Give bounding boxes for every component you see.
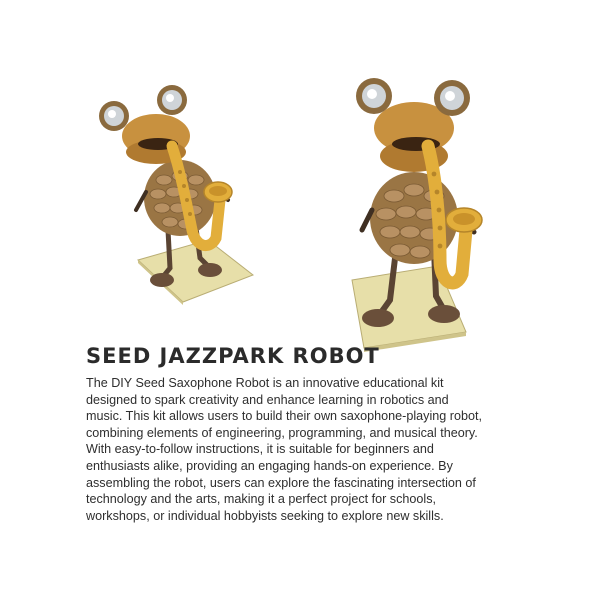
- robot-image-left: [88, 80, 258, 320]
- product-description: The DIY Seed Saxophone Robot is an innovative educational kit designed to spark creativity and enhance learning in robotics and music. This kit allows users to build their own saxophone-playing robot, combining elements of engineering, programming, and musical theory. With easy-to-follow instructions, it is suitable for beginners and enthusiasts alike, providing an engaging hands-on experience. By assembling the robot, users can explore the fascinating intersection of technology and the arts, making it a perfect project for schools, workshops, or individual hobbyists seeking to explore new skills.: [86, 376, 482, 523]
- product-title: SEED JAZZPARK ROBOT: [86, 344, 380, 368]
- robot-image-right: [340, 70, 510, 360]
- seed-saxophone-robot-icon: [340, 70, 510, 360]
- seed-saxophone-robot-icon: [88, 80, 258, 320]
